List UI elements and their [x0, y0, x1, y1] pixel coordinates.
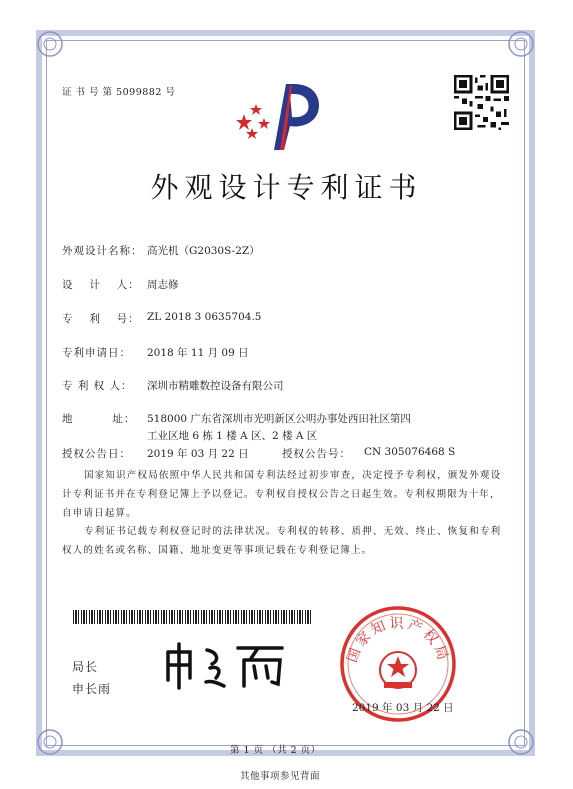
back-page-note: 其他事项参见背面: [240, 771, 321, 782]
barcode-icon: [73, 610, 311, 624]
patent-office-emblem-icon: [234, 80, 330, 152]
seal-date: 2019 年 03 月 22 日: [352, 702, 454, 714]
signatory-title: 局长: [72, 660, 99, 674]
patent-holder-value: 深圳市精雕数控设备有限公司: [147, 380, 284, 392]
designer-label: 设 计 人：: [62, 279, 140, 291]
grant-statement-paragraph: 国家知识产权局依照中华人民共和国专利法经过初步审查，决定授予专利权，颁发外观设计专利证书并在专利登记簿上予以登记。专利权自授权公告之日起生效。专利权期限为十年，自申请日起算。: [62, 470, 502, 519]
corner-ornament-icon: [36, 30, 96, 90]
patent-number-value: ZL 2018 3 0635704.5: [147, 311, 262, 323]
design-name-value: 高光机（G2030S-2Z）: [147, 245, 260, 257]
address-line-2: 工业区地 6 栋 1 楼 A 区、2 楼 A 区: [147, 430, 318, 442]
grant-date-label: 授权公告日：: [62, 448, 131, 460]
handwritten-signature-icon: [162, 640, 292, 690]
designer-value: 周志修: [147, 279, 179, 291]
corner-ornament-icon: [36, 696, 96, 756]
grant-number-value: CN 305076468 S: [364, 446, 456, 458]
patent-number-label: 专 利 号：: [62, 313, 140, 325]
address-label: 地 址：: [62, 413, 136, 425]
filing-date-label: 专利申请日：: [62, 347, 131, 359]
design-name-label: 外观设计名称：: [62, 245, 143, 257]
qr-code-icon: [454, 75, 509, 130]
page-indicator: 第 1 页 （共 2 页）: [230, 745, 321, 756]
grant-date-value: 2019 年 03 月 22 日: [147, 448, 249, 460]
patent-holder-label: 专 利 权 人：: [62, 380, 133, 392]
certificate-title: 外观设计专利证书: [150, 171, 423, 204]
svg-text:国家知识产权局: 国家知识产权局: [344, 616, 452, 665]
legal-status-paragraph: 专利证书记载专利权登记时的法律状况。专利权的转移、质押、无效、终止、恢复和专利权人的姓名或名称、国籍、地址变更等事项记载在专利登记簿上。: [62, 526, 502, 556]
address-line-1: 518000 广东省深圳市光明新区公明办事处西田社区第四: [147, 413, 411, 425]
signatory-name: 申长雨: [72, 682, 112, 696]
corner-ornament-icon: [475, 696, 535, 756]
filing-date-value: 2018 年 11 月 09 日: [147, 347, 249, 359]
certificate-number: 证 书 号 第 5099882 号: [62, 87, 176, 98]
grant-number-label: 授权公告号：: [282, 448, 351, 460]
